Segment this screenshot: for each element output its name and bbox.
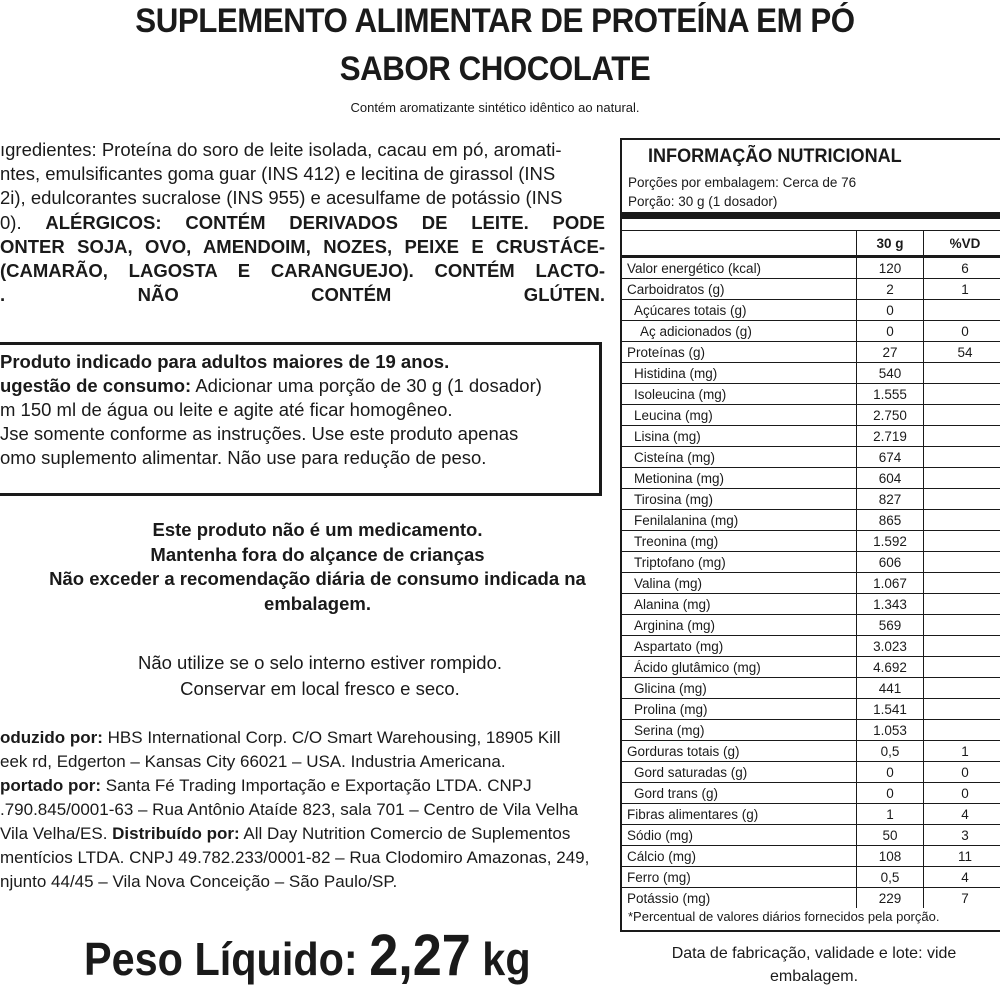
- usage-line: Jse somente conforme as instruções. Use este produto apenas: [0, 423, 519, 444]
- nutrient-name: Fibras alimentares (g): [622, 804, 857, 825]
- nutrition-footnote: *Percentual de valores diários fornecidos pela porção.: [628, 909, 940, 924]
- nutrient-amount: 827: [857, 489, 924, 510]
- nutrient-dv: 1: [924, 741, 1000, 762]
- nutrient-dv: 54: [924, 342, 1000, 363]
- nutrient-name: Gord trans (g): [622, 783, 857, 804]
- nutrition-row: [622, 426, 1000, 447]
- nutrition-row: [622, 720, 1000, 741]
- nutrition-row: [622, 510, 1000, 531]
- producer-line: oduzido por: HBS International Corp. C/O Smart Warehousing, 18905 Kill: [0, 728, 561, 747]
- nutrient-name: Glicina (mg): [622, 678, 857, 699]
- nutrient-name: Ácido glutâmico (mg): [622, 657, 857, 678]
- nutrition-row: [622, 825, 1000, 846]
- nutrition-row: [622, 678, 1000, 699]
- nutrient-amount: 0: [857, 762, 924, 783]
- nutrient-amount: 108: [857, 846, 924, 867]
- nutrient-name: Tirosina (mg): [622, 489, 857, 510]
- nutrition-row: [622, 552, 1000, 573]
- nutrient-name: Valor energético (kcal): [622, 257, 857, 279]
- ingredients-line: 2i), edulcorantes sucralose (INS 955) e acesulfame de potássio (INS: [0, 187, 563, 209]
- nutrient-name: Proteínas (g): [622, 342, 857, 363]
- nutrient-name: Gord saturadas (g): [622, 762, 857, 783]
- aroma-note: Contém aromatizante sintético idêntico ao natural.: [350, 100, 640, 115]
- nutrient-name: Ferro (mg): [622, 867, 857, 888]
- producer-line: portado por: Santa Fé Trading Importação e Exportação LTDA. CNPJ: [0, 776, 532, 795]
- nutrient-dv: [924, 510, 1000, 531]
- nutrient-dv: [924, 594, 1000, 615]
- allergen-warning: ALÉRGICOS: CONTÉM DERIVADOS DE LEITE. PODE: [45, 211, 605, 233]
- nutrient-dv: 3: [924, 825, 1000, 846]
- nutrition-header-row: [622, 231, 1000, 257]
- nutrient-dv: [924, 573, 1000, 594]
- ingredients-line: 0). ALÉRGICOS: CONTÉM DERIVADOS DE LEITE. PODE: [0, 211, 605, 233]
- nutrient-name: Sódio (mg): [622, 825, 857, 846]
- nutrition-row: [622, 636, 1000, 657]
- nutrition-row: [622, 363, 1000, 384]
- nutrient-amount: 0,5: [857, 741, 924, 762]
- nutrition-row: [622, 762, 1000, 783]
- nutrient-name: Arginina (mg): [622, 615, 857, 636]
- nutrient-name: Serina (mg): [622, 720, 857, 741]
- nutrition-row: [622, 489, 1000, 510]
- nutrient-dv: 0: [924, 762, 1000, 783]
- nutrient-name: Aspartato (mg): [622, 636, 857, 657]
- nutrition-row: [622, 657, 1000, 678]
- nutrition-table: [622, 230, 1000, 908]
- nutrient-name: Cisteína (mg): [622, 447, 857, 468]
- nutrient-amount: 569: [857, 615, 924, 636]
- nutrient-amount: 1: [857, 804, 924, 825]
- nutrient-dv: [924, 657, 1000, 678]
- date-note-line: Data de fabricação, validade e lote: vide: [671, 945, 957, 962]
- nutrient-dv: [924, 384, 1000, 405]
- nutrition-row: [622, 804, 1000, 825]
- nutrient-dv: [924, 615, 1000, 636]
- nutrition-row: [622, 573, 1000, 594]
- nutrient-dv: 0: [924, 321, 1000, 342]
- conservation-line: Conservar em local fresco e seco.: [180, 678, 460, 699]
- nutrient-name: Valina (mg): [622, 573, 857, 594]
- warning-line: Não exceder a recomendação diária de consumo indicada na: [49, 568, 586, 589]
- nutrient-dv: 0: [924, 783, 1000, 804]
- producer-line: eek rd, Edgerton – Kansas City 66021 – USA. Industria Americana.: [0, 752, 506, 771]
- nutrition-row: [622, 531, 1000, 552]
- producer-info: [0, 726, 605, 894]
- nutrient-name: Treonina (mg): [622, 531, 857, 552]
- nutrient-dv: 7: [924, 888, 1000, 909]
- nutrition-row: [622, 279, 1000, 300]
- nutrient-amount: 1.541: [857, 699, 924, 720]
- nutrient-name: Carboidratos (g): [622, 279, 857, 300]
- nutrient-name: Gorduras totais (g): [622, 741, 857, 762]
- serving-info: [628, 173, 856, 211]
- serving-size: Porção: 30 g (1 dosador): [628, 194, 778, 209]
- nutrient-dv: [924, 405, 1000, 426]
- nutrient-dv: [924, 426, 1000, 447]
- nutrient-amount: 229: [857, 888, 924, 909]
- nutrient-name: Aç adicionados (g): [622, 321, 857, 342]
- nutrient-amount: 120: [857, 257, 924, 279]
- net-weight-label: Peso Líquido:: [84, 933, 358, 985]
- nutrition-row: [622, 257, 1000, 279]
- warning-line: Mantenha fora do alçance de crianças: [150, 543, 485, 565]
- nutrition-row: [622, 741, 1000, 762]
- conservation-notes: [0, 650, 640, 702]
- net-weight-value: 2,27: [369, 923, 471, 988]
- nutrient-amount: 27: [857, 342, 924, 363]
- net-weight: [84, 922, 531, 989]
- col-dv-header: %VD: [924, 231, 1000, 257]
- nutrition-row: [622, 321, 1000, 342]
- date-note-line: embalagem.: [769, 968, 859, 985]
- nutrition-row: [622, 783, 1000, 804]
- usage-line: ugestão de consumo: Adicionar uma porção de 30 g (1 dosador): [0, 375, 542, 396]
- nutrient-name: Potássio (mg): [622, 888, 857, 909]
- nutrient-name: Açúcares totais (g): [622, 300, 857, 321]
- producer-line: Vila Velha/ES. Distribuído por: All Day Nutrition Comercio de Suplementos: [0, 824, 571, 843]
- nutrient-amount: 1.067: [857, 573, 924, 594]
- nutrition-row: [622, 846, 1000, 867]
- nutrient-dv: [924, 531, 1000, 552]
- conservation-line: Não utilize se o selo interno estiver rompido.: [137, 652, 502, 673]
- nutrient-name: Alanina (mg): [622, 594, 857, 615]
- warning-line: Este produto não é um medicamento.: [152, 519, 483, 540]
- nutrient-dv: [924, 363, 1000, 384]
- ingredients-line: ntes, emulsificantes goma guar (INS 412) e lecitina de girassol (INS: [0, 163, 556, 185]
- nutrient-name: Leucina (mg): [622, 405, 857, 426]
- nutrient-dv: [924, 699, 1000, 720]
- nutrient-amount: 1.343: [857, 594, 924, 615]
- warnings: [0, 518, 635, 616]
- nutrient-dv: [924, 447, 1000, 468]
- nutrient-amount: 606: [857, 552, 924, 573]
- nutrition-row: [622, 384, 1000, 405]
- nutrient-amount: 441: [857, 678, 924, 699]
- nutrient-amount: 865: [857, 510, 924, 531]
- ingredients-line: (CAMARÃO, LAGOSTA E CARANGUEJO). CONTÉM LACTO-: [0, 260, 605, 282]
- usage-line: omo suplemento alimentar. Não use para redução de peso.: [0, 447, 487, 468]
- nutrient-dv: 6: [924, 257, 1000, 279]
- nutrition-facts-panel: [620, 138, 1000, 932]
- usage-line: Produto indicado para adultos maiores de 19 anos.: [0, 351, 450, 372]
- nutrient-dv: [924, 552, 1000, 573]
- nutrition-row: [622, 342, 1000, 363]
- nutrient-amount: 0,5: [857, 867, 924, 888]
- nutrient-amount: 0: [857, 783, 924, 804]
- nutrition-title: INFORMAÇÃO NUTRICIONAL: [648, 146, 902, 167]
- nutrition-divider: [622, 212, 1000, 219]
- nutrient-amount: 1.592: [857, 531, 924, 552]
- nutrient-dv: 4: [924, 867, 1000, 888]
- nutrient-name: Prolina (mg): [622, 699, 857, 720]
- nutrient-name: Cálcio (mg): [622, 846, 857, 867]
- nutrition-row: [622, 468, 1000, 489]
- ingredients-line: ıgredientes: Proteína do soro de leite isolada, cacau em pó, aromati-: [0, 139, 562, 160]
- nutrient-dv: [924, 678, 1000, 699]
- nutrient-amount: 2.719: [857, 426, 924, 447]
- product-title-line1: SUPLEMENTO ALIMENTAR DE PROTEÍNA EM PÓ: [135, 2, 855, 40]
- nutrient-dv: [924, 636, 1000, 657]
- col-amount-header: 30 g: [857, 231, 924, 257]
- nutrient-amount: 1.555: [857, 384, 924, 405]
- nutrition-row: [622, 447, 1000, 468]
- nutrient-dv: [924, 720, 1000, 741]
- nutrition-row: [622, 615, 1000, 636]
- warning-line: embalagem.: [264, 592, 371, 614]
- nutrient-dv: 1: [924, 279, 1000, 300]
- nutrient-name: Fenilalanina (mg): [622, 510, 857, 531]
- product-title-line2: SABOR CHOCOLATE: [339, 50, 651, 88]
- nutrition-row: [622, 888, 1000, 909]
- nutrient-amount: 0: [857, 321, 924, 342]
- producer-line: njunto 44/45 – Vila Nova Conceição – São Paulo/SP.: [0, 872, 398, 891]
- nutrition-row: [622, 300, 1000, 321]
- nutrition-row: [622, 699, 1000, 720]
- nutrient-amount: 2.750: [857, 405, 924, 426]
- nutrient-amount: 2: [857, 279, 924, 300]
- ingredients-line: ONTER SOJA, OVO, AMENDOIM, NOZES, PEIXE E CRUSTÁCE-: [0, 235, 605, 257]
- nutrient-name: Histidina (mg): [622, 363, 857, 384]
- nutrient-dv: [924, 300, 1000, 321]
- nutrition-row: [622, 867, 1000, 888]
- producer-line: .790.845/0001-63 – Rua Antônio Ataíde 823, sala 701 – Centro de Vila Velha: [0, 800, 579, 819]
- producer-line: mentícios LTDA. CNPJ 49.782.233/0001-82 – Rua Clodomiro Amazonas, 249,: [0, 848, 590, 867]
- nutrient-dv: 4: [924, 804, 1000, 825]
- usage-line: m 150 ml de água ou leite e agite até ficar homogêneo.: [0, 399, 453, 420]
- nutrient-name: Lisina (mg): [622, 426, 857, 447]
- nutrient-amount: 4.692: [857, 657, 924, 678]
- nutrient-amount: 0: [857, 300, 924, 321]
- nutrient-amount: 50: [857, 825, 924, 846]
- nutrient-amount: 540: [857, 363, 924, 384]
- nutrition-row: [622, 405, 1000, 426]
- nutrient-amount: 674: [857, 447, 924, 468]
- net-weight-unit: kg: [482, 933, 531, 985]
- ingredients-line: . NÃO CONTÉM GLÚTEN.: [0, 284, 605, 306]
- nutrient-amount: 604: [857, 468, 924, 489]
- nutrient-dv: 11: [924, 846, 1000, 867]
- date-note: [628, 942, 1000, 988]
- nutrient-name: Isoleucina (mg): [622, 384, 857, 405]
- nutrient-amount: 3.023: [857, 636, 924, 657]
- nutrient-name: Triptofano (mg): [622, 552, 857, 573]
- ingredients-block: [0, 138, 605, 307]
- nutrient-dv: [924, 468, 1000, 489]
- nutrient-dv: [924, 489, 1000, 510]
- servings-per-package: Porções por embalagem: Cerca de 76: [628, 175, 857, 190]
- usage-text: [0, 350, 592, 470]
- nutrient-amount: 1.053: [857, 720, 924, 741]
- nutrient-name: Metionina (mg): [622, 468, 857, 489]
- nutrition-row: [622, 594, 1000, 615]
